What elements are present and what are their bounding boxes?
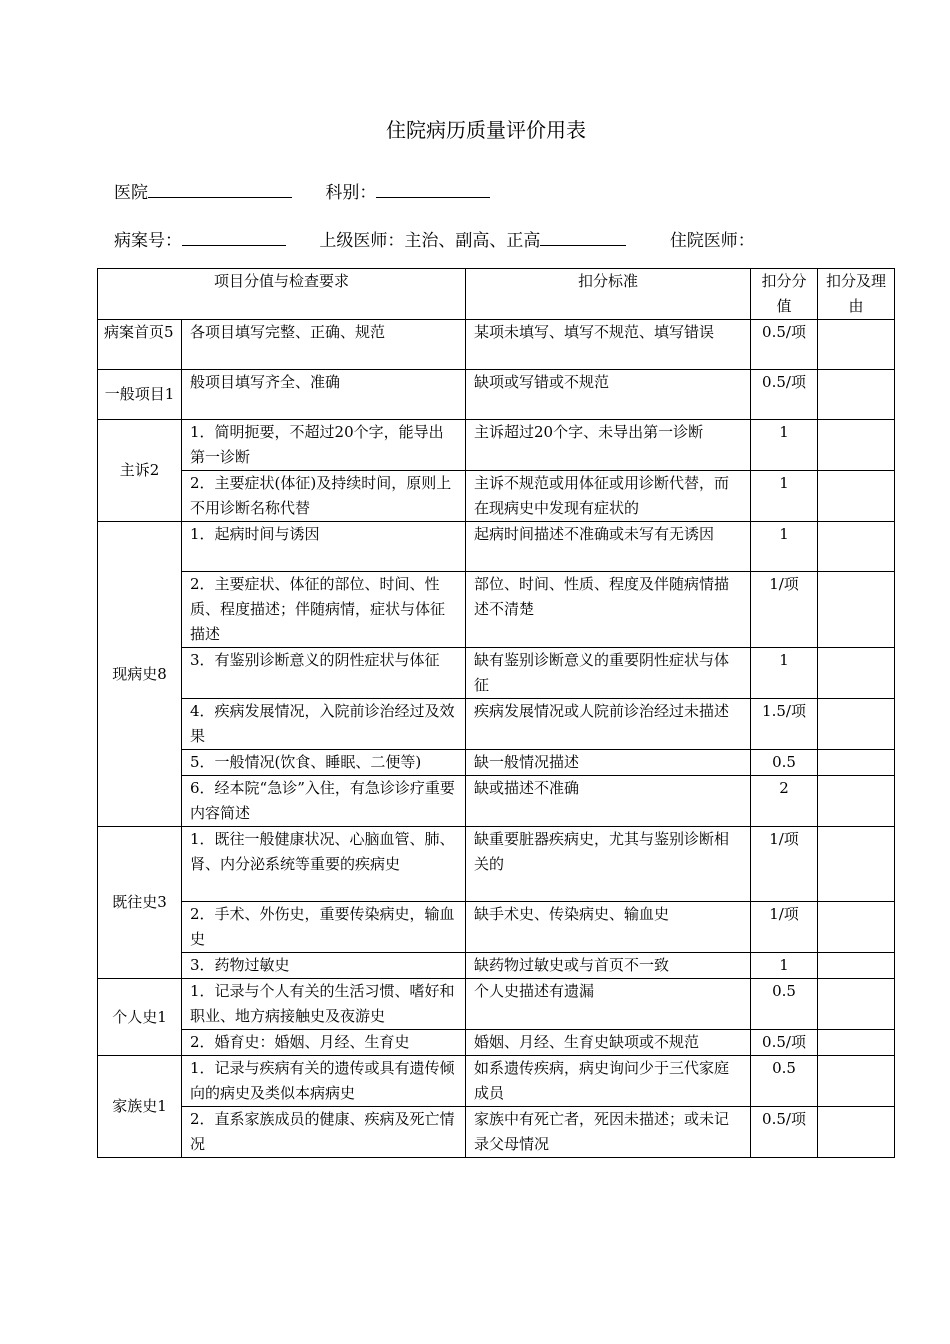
deduction-standard-cell: 个人史描述有遗漏 <box>466 979 751 1030</box>
section-name: 一般项目1 <box>98 370 182 420</box>
deduction-reason-cell[interactable] <box>818 1030 895 1056</box>
table-row <box>98 420 895 471</box>
deduction-points-cell: 2 <box>751 776 818 827</box>
deduction-reason-cell[interactable] <box>818 699 895 750</box>
section-name: 病案首页5 <box>98 320 182 370</box>
header-line-2 <box>114 226 755 251</box>
hospital-label: 医院 <box>114 183 148 203</box>
deduction-points-cell: 0.5/项 <box>751 320 818 370</box>
deduction-standard-cell: 缺药物过敏史或与首页不一致 <box>466 953 751 979</box>
table-row <box>98 1056 895 1107</box>
section-name: 个人史1 <box>98 979 182 1056</box>
deduction-standard-cell: 部位、时间、性质、程度及伴随病情描述不清楚 <box>466 572 751 648</box>
deduction-standard-cell: 婚姻、月经、生育史缺项或不规范 <box>466 1030 751 1056</box>
table-row <box>98 320 895 370</box>
table-header <box>98 269 895 320</box>
deduction-standard-cell: 某项未填写、填写不规范、填写错误 <box>466 320 751 370</box>
deduction-reason-cell[interactable] <box>818 471 895 522</box>
requirement-cell: 1．既往一般健康状况、心脑血管、肺、肾、内分泌系统等重要的疾病史 <box>182 827 466 902</box>
deduction-points-cell: 1/项 <box>751 902 818 953</box>
table-row <box>98 1030 895 1056</box>
section-name: 主诉2 <box>98 420 182 522</box>
deduction-points-cell: 0.5/项 <box>751 1107 818 1158</box>
deduction-standard-cell: 主诉超过20个字、未导出第一诊断 <box>466 420 751 471</box>
deduction-reason-cell[interactable] <box>818 320 895 370</box>
header-line-1 <box>114 178 490 203</box>
hospital-blank[interactable] <box>148 181 292 198</box>
deduction-reason-cell[interactable] <box>818 1107 895 1158</box>
deduction-points-cell: 0.5/项 <box>751 370 818 420</box>
table-body <box>98 320 895 1158</box>
dept-label: 科别： <box>325 183 377 203</box>
deduction-points-cell: 1/项 <box>751 827 818 902</box>
requirement-cell: 3．有鉴别诊断意义的阴性症状与体征 <box>182 648 466 699</box>
deduction-points-cell: 1 <box>751 522 818 572</box>
deduction-points-cell: 0.5/项 <box>751 1030 818 1056</box>
deduction-standard-cell: 缺项或写错或不规范 <box>466 370 751 420</box>
requirement-cell: 2．直系家族成员的健康、疾病及死亡情况 <box>182 1107 466 1158</box>
senior-doctor-label: 上级医师：主治、副高、正高 <box>319 231 541 251</box>
deduction-standard-cell: 主诉不规范或用体征或用诊断代替，而在现病史中发现有症状的 <box>466 471 751 522</box>
resident-doctor-label: 住院医师： <box>669 231 755 251</box>
requirement-cell: 2．手术、外伤史，重要传染病史，输血史 <box>182 902 466 953</box>
requirement-cell: 1．起病时间与诱因 <box>182 522 466 572</box>
requirement-cell: 3．药物过敏史 <box>182 953 466 979</box>
deduction-points-cell: 1 <box>751 420 818 471</box>
col-header-requirement: 项目分值与检查要求 <box>98 269 466 320</box>
table-row <box>98 1107 895 1158</box>
table-row <box>98 471 895 522</box>
table-row <box>98 750 895 776</box>
deduction-reason-cell[interactable] <box>818 370 895 420</box>
section-name: 现病史8 <box>98 522 182 827</box>
deduction-points-cell: 0.5 <box>751 979 818 1030</box>
section-name: 家族史1 <box>98 1056 182 1158</box>
page-title: 住院病历质量评价用表 <box>386 118 586 142</box>
deduction-standard-cell: 缺一般情况描述 <box>466 750 751 776</box>
requirement-cell: 6．经本院“急诊”入住，有急诊诊疗重要内容简述 <box>182 776 466 827</box>
deduction-reason-cell[interactable] <box>818 979 895 1030</box>
table-row <box>98 979 895 1030</box>
table-row <box>98 902 895 953</box>
deduction-standard-cell: 缺重要脏器疾病史，尤其与鉴别诊断相关的 <box>466 827 751 902</box>
deduction-reason-cell[interactable] <box>818 953 895 979</box>
requirement-cell: 5．一般情况(饮食、睡眠、二便等) <box>182 750 466 776</box>
requirement-cell: 1．简明扼要，不超过20个字，能导出第一诊断 <box>182 420 466 471</box>
deduction-points-cell: 1.5/项 <box>751 699 818 750</box>
requirement-cell: 2．主要症状、体征的部位、时间、性质、程度描述；伴随病情，症状与体征描述 <box>182 572 466 648</box>
deduction-points-cell: 1/项 <box>751 572 818 648</box>
table-row <box>98 648 895 699</box>
deduction-points-cell: 0.5 <box>751 750 818 776</box>
deduction-points-cell: 0.5 <box>751 1056 818 1107</box>
requirement-cell: 2．主要症状(体征)及持续时间，原则上不用诊断名称代替 <box>182 471 466 522</box>
deduction-reason-cell[interactable] <box>818 776 895 827</box>
case-no-blank[interactable] <box>182 229 286 246</box>
col-header-deduction-reason: 扣分及理由 <box>818 269 895 320</box>
deduction-standard-cell: 缺或描述不准确 <box>466 776 751 827</box>
evaluation-table <box>97 268 895 1158</box>
senior-doctor-blank[interactable] <box>540 229 626 246</box>
deduction-reason-cell[interactable] <box>818 750 895 776</box>
case-no-label: 病案号： <box>114 231 182 251</box>
col-header-deduction-points: 扣分分值 <box>751 269 818 320</box>
deduction-reason-cell[interactable] <box>818 902 895 953</box>
table-row <box>98 522 895 572</box>
deduction-points-cell: 1 <box>751 648 818 699</box>
deduction-reason-cell[interactable] <box>818 1056 895 1107</box>
requirement-cell: 4．疾病发展情况，入院前诊治经过及效果 <box>182 699 466 750</box>
deduction-reason-cell[interactable] <box>818 827 895 902</box>
deduction-standard-cell: 家族中有死亡者，死因未描述；或未记录父母情况 <box>466 1107 751 1158</box>
deduction-reason-cell[interactable] <box>818 522 895 572</box>
deduction-reason-cell[interactable] <box>818 420 895 471</box>
requirement-cell: 2．婚育史：婚姻、月经、生育史 <box>182 1030 466 1056</box>
deduction-standard-cell: 起病时间描述不准确或未写有无诱因 <box>466 522 751 572</box>
requirement-cell: 1．记录与个人有关的生活习惯、嗜好和职业、地方病接触史及夜游史 <box>182 979 466 1030</box>
requirement-cell: 1．记录与疾病有关的遗传或具有遗传倾向的病史及类似本病病史 <box>182 1056 466 1107</box>
deduction-standard-cell: 疾病发展情况或人院前诊治经过未描述 <box>466 699 751 750</box>
requirement-cell: 各项目填写完整、正确、规范 <box>182 320 466 370</box>
dept-blank[interactable] <box>376 181 490 198</box>
col-header-deduction-standard: 扣分标准 <box>466 269 751 320</box>
table-row <box>98 370 895 420</box>
requirement-cell: 般项目填写齐全、准确 <box>182 370 466 420</box>
deduction-reason-cell[interactable] <box>818 648 895 699</box>
table-row <box>98 953 895 979</box>
section-name: 既往史3 <box>98 827 182 979</box>
deduction-reason-cell[interactable] <box>818 572 895 648</box>
deduction-standard-cell: 缺有鉴别诊断意义的重要阴性症状与体征 <box>466 648 751 699</box>
table-row <box>98 827 895 902</box>
deduction-points-cell: 1 <box>751 471 818 522</box>
deduction-points-cell: 1 <box>751 953 818 979</box>
deduction-standard-cell: 缺手术史、传染病史、输血史 <box>466 902 751 953</box>
table-row <box>98 572 895 648</box>
deduction-standard-cell: 如系遗传疾病，病史询问少于三代家庭成员 <box>466 1056 751 1107</box>
table-row <box>98 776 895 827</box>
table-row <box>98 699 895 750</box>
